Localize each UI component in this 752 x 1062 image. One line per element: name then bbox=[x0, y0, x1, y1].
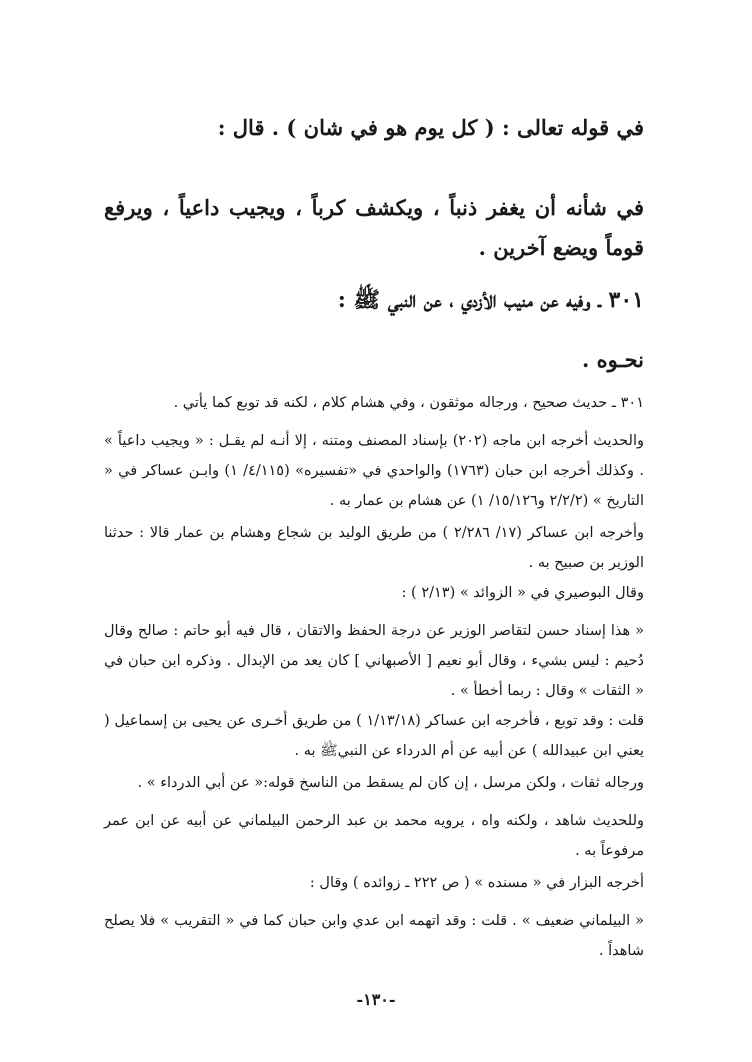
footnote-paragraph-5: « هذا إسناد حسن لتقاصر الوزير عن درجة الحفظ والاتقان ، قال فيه أبو حاتم : صالح وقال دُحيم : ليس بشيء ، وقال أبو نعيم [ الأصبهاني ] كان يعد من الإبدال . وذكره ابن حبان في « الثقات » وقال : ربما أخطأ » . bbox=[104, 623, 644, 699]
footnote-paragraph-8: وللحديث شاهد ، ولكنه واه ، يرويه محمد بن عبد الرحمن البيلماني عن أبيه عن ابن عمر مرفوعاً به . bbox=[104, 813, 644, 859]
page-number: -١٣٠- bbox=[356, 990, 396, 1009]
footnote-paragraph-7: ورجاله ثقات ، ولكن مرسل ، إن كان لم يسقط من الناسخ قوله:« عن أبي الدرداء » . bbox=[137, 775, 644, 791]
footnote-paragraph-9: أخرجه البزار في « مسنده » ( ص ٢٢٢ ـ زوائده ) وقال : bbox=[309, 875, 644, 891]
footnote-paragraph-10: « البيلماني ضعيف » . قلت : وقد اتهمه ابن عدي وابن حبان كما في « التقريب » فلا يصلح شاهداً . bbox=[104, 913, 644, 959]
footnote-paragraph-1: ٣٠١ ـ حديث صحيح ، ورجاله موثقون ، وفي هشام كلام ، لكنه قد توبع كما يأتي . bbox=[173, 395, 644, 411]
footnote-paragraph-2: والحديث أخرجه ابن ماجه (٢٠٢) بإسناد المصنف ومتنه ، إلا أنـه لم يقـل : « ويجيب داعياً » . وكذلك أخرجه ابن حبان (١٧٦٣) والواحدي في «تفسيره» (٤/١١٥/ ١) وابـن عساكر في « التاريخ » (٢/٢/٢ و١٥/١٢٦/ ١) عن هشام بن عمار به . bbox=[104, 433, 644, 509]
footnote-paragraph-4: وقال البوصيري في « الزوائد » (٢/١٣ ) : bbox=[401, 585, 644, 601]
hadith-line-after: نحـوه . bbox=[581, 347, 644, 372]
quran-verse-line: في قوله تعالى : ( كل يوم هو في شان ) . قال : bbox=[217, 115, 644, 140]
hadith-text-paragraph: في شأنه أن يغفر ذنباً ، ويكشف كرباً ، ويجيب داعياً ، ويرفع قوماً ويضع آخرين . bbox=[104, 195, 644, 260]
hadith-number: ٣٠١ bbox=[608, 287, 644, 313]
footnote-paragraph-3: وأخرجه ابن عساكر (١٧/ ٢/٢٨٦ ) من طريق الوليد بن شجاع وهشام بن عمار قالا : حدثنا الوزير بن صبيح به . bbox=[104, 525, 644, 571]
hadith-heading-text: ـ وفيه عن منيب الأزدي ، عن النبي ﷺ : bbox=[337, 287, 601, 313]
footnote-paragraph-6: قلت : وقد توبع ، فأخرجه ابن عساكر (١/١٣/١٨ ) من طريق أخـرى عن يحيى بن إسماعيل ( يعني ابن عبيدالله ) عن أبيه عن أم الدرداء عن النبيﷺ به . bbox=[104, 713, 644, 759]
hadith-heading bbox=[104, 280, 644, 320]
